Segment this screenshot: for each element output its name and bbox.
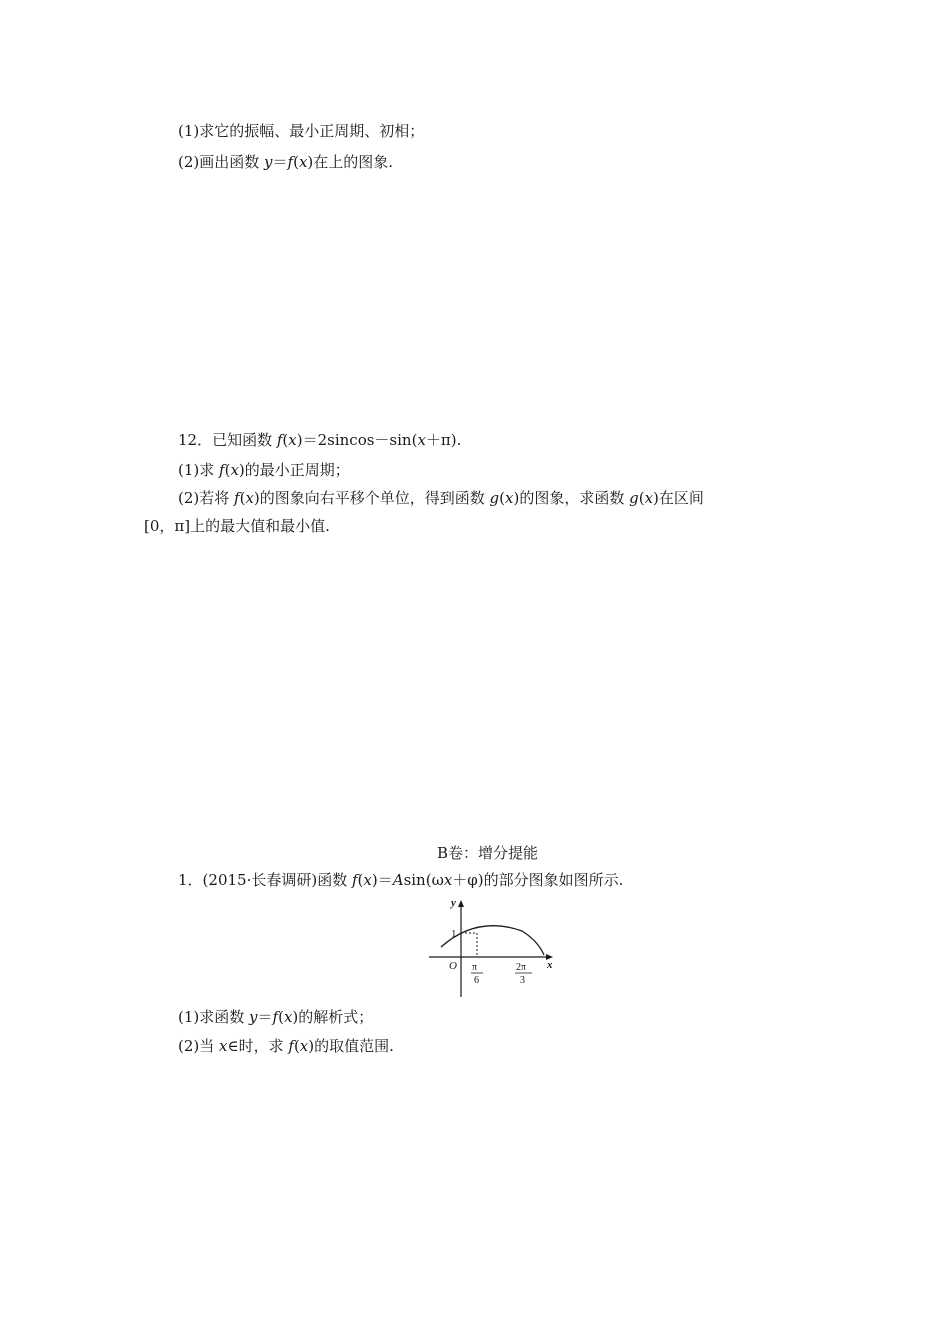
b-q1-stem: 1．(2015·长春调研)函数 f(x)＝Asin(ωx＋φ)的部分图象如图所示. [178,871,624,889]
q12-part2-line2: [0，π]上的最大值和最小值. [144,517,330,535]
x-tick2-denominator: 3 [520,975,525,986]
y-axis-label: y [451,897,456,909]
y-tick-label: 1 [451,928,457,940]
x-tick2-numerator: 2π [516,962,527,973]
q11-part1: (1)求它的振幅、最小正周期、初相； [178,122,425,140]
section-b-title: B卷：增分提能 [437,844,539,862]
q12-stem: 12．已知函数 f(x)＝2sincos－sin(x＋π). [178,431,462,449]
q12-part1: (1)求 f(x)的最小正周期； [178,461,350,479]
sine-graph-figure [425,893,560,1003]
x-axis-label: x [547,959,553,971]
x-tick1-numerator: π [472,962,478,973]
b-q1-part2: (2)当 x∈时，求 f(x)的取值范围. [178,1037,394,1055]
y-axis-arrow-icon [458,900,464,907]
q11-part2: (2)画出函数 y＝f(x)在上的图象. [178,153,394,171]
origin-label: O [449,960,457,972]
q12-part2-line1: (2)若将 f(x)的图象向右平移个单位，得到函数 g(x)的图象，求函数 g(x)在区间 [178,489,704,507]
x-tick1-denominator: 6 [474,975,479,986]
b-q1-part1: (1)求函数 y＝f(x)的解析式； [178,1008,374,1026]
